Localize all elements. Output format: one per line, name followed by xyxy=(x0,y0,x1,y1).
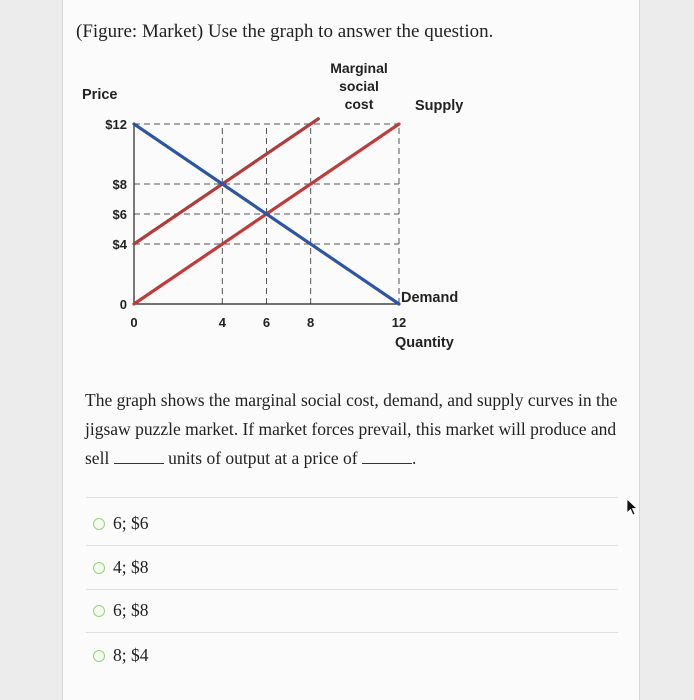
divider xyxy=(86,632,618,633)
radio-button[interactable] xyxy=(93,518,105,530)
series-label-demand: Demand xyxy=(401,290,459,306)
radio-button[interactable] xyxy=(93,650,105,662)
answer-blank-quantity xyxy=(114,449,164,464)
divider xyxy=(86,497,618,498)
series-label-marginal-social-cost: social xyxy=(339,78,379,94)
question-text xyxy=(85,386,625,473)
choice-label: 6; $6 xyxy=(113,513,149,533)
choice-option[interactable] xyxy=(93,513,149,534)
choice-label: 4; $8 xyxy=(113,557,149,577)
radio-button[interactable] xyxy=(93,562,105,574)
question-part-3: . xyxy=(411,448,417,468)
divider xyxy=(86,545,618,546)
y-tick-label: $12 xyxy=(105,117,127,132)
y-tick-label: $8 xyxy=(112,177,127,192)
y-tick-label: 0 xyxy=(119,297,127,312)
series-label-marginal-social-cost: Marginal xyxy=(330,60,388,76)
radio-button[interactable] xyxy=(93,605,105,617)
choice-option[interactable] xyxy=(93,645,149,666)
series-label-marginal-social-cost: cost xyxy=(344,96,374,112)
answer-blank-price xyxy=(362,449,412,464)
series-label-supply: Supply xyxy=(415,98,464,114)
choice-option[interactable] xyxy=(93,557,149,578)
question-part-1: The graph shows the marginal social cost, demand, and supply curves in the jigsaw puzzle market. If market forces prevail, this market will produce and sell xyxy=(85,390,618,468)
question-prompt: (Figure: Market) Use the graph to answer the question. xyxy=(76,21,494,42)
x-tick-label: 8 xyxy=(307,315,315,330)
x-axis-title: Quantity xyxy=(395,335,454,351)
series-line-marginal-social-cost xyxy=(134,119,318,244)
y-tick-label: $4 xyxy=(112,237,127,252)
y-axis-title: Price xyxy=(82,87,118,103)
divider xyxy=(86,589,618,590)
mouse-cursor-icon xyxy=(626,498,640,516)
x-tick-label: 6 xyxy=(262,315,271,330)
question-part-2: units of output at a price of xyxy=(168,448,358,468)
y-tick-label: $6 xyxy=(112,207,127,222)
choice-label: 6; $8 xyxy=(113,600,149,620)
choice-label: 8; $4 xyxy=(113,645,149,665)
market-chart xyxy=(62,50,482,360)
x-tick-label: 0 xyxy=(130,315,138,330)
x-tick-label: 12 xyxy=(391,315,407,330)
choice-option[interactable] xyxy=(93,600,149,621)
x-tick-label: 4 xyxy=(218,315,226,330)
